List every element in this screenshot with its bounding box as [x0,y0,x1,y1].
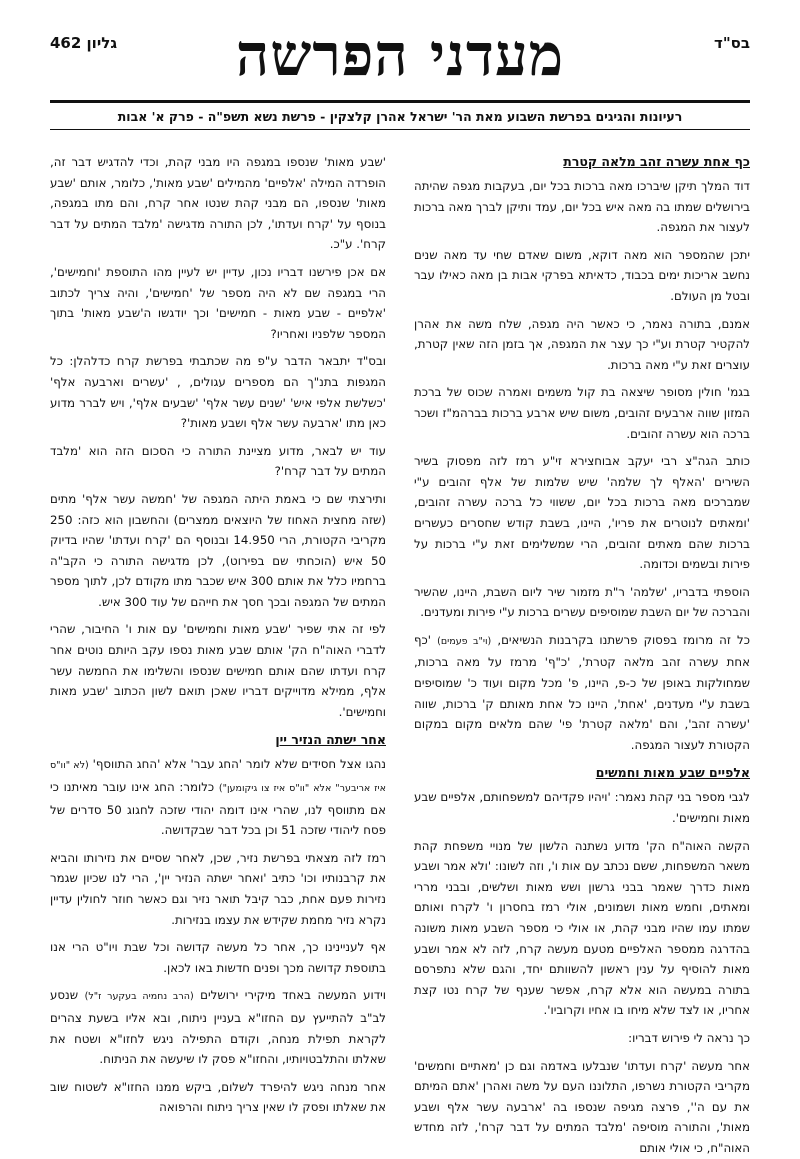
paragraph: לגבי מספר בני קהת נאמר: 'ויהיו פקדיהם למשפחותם, אלפיים שבע מאות וחמישים'. [414,790,750,826]
left-column [50,152,387,1115]
paragraph-text: נהגו אצל חסידים שלא לומר 'החג עבר' אלא 'החג התווסף' [92,757,386,772]
paragraph: אם אכן פירשנו דבריו נכון, עדיין יש לעיין מהו התוספת 'וחמישים', הרי במגפה שם לא היה מספר של 'חמישים', והיה צריך לכתוב 'אלפיים - שבע מאות - חמישים' וכך יודגשו ה'שבע מאות' בתוך המספר שלפניו ואחריו? [50,264,386,341]
paragraph: הקשה האוה"ח הק' מדוע נשתנה הלשון של מנויי משפחת קהת משאר המשפחות, ששם נכתב עם אות ו', וזה לשונו: 'ולא אמר ושבע מאות כדרך שאמר בבני גרשון ושש מאות ושלשים, ובבני מררי ומאתים, וחמש מאות ושמונים, אולי רמז בחסרון ו' לקרח ואותם שמתו עמו שהיו מבני קהת, או אולי כי מספר השבע מאות משונה בהדרגה ממספר האלפיים מטעם מעשה קרח, לזה לא אמר ושבע מאות להוסיף על ענין ראשון להשוותם יחד, והגם שלא נתפרסם בתורה במעשה הוא אלא קרח, אפשר שענף של קרח נטו קצת אחריו, או לצד שלא מיחו בו אחיו וקרוביו'. [414,838,750,1018]
section-heading-2750: אלפיים שבע מאות וחמשים [595,765,750,781]
paragraph [414,630,750,756]
paragraph: דוד המלך תיקן שיברכו מאה ברכות בכל יום, בעקבות מגפה שהיתה בירושלים שמתו בה מאה איש בכל יום, עמד ותיקן לברך מאה ברכות לעצור את המגפה. [414,179,750,235]
paragraph: 'שבע מאות' שנספו במגפה היו מבני קהת, וכדי להדגיש דבר זה, הופרדה המילה 'אלפיים' מהמילים 'שבע מאות', כלומר, אותם 'שבע מאות' שנספו, הם מבני קהת שנטו אחר קרח, והם מתו במגפה, בנוסף על 'קרח ועדתו', לכן התורה מדגישה 'מלבד המתים על דבר קרח'. ע"כ. [50,155,386,252]
parenthetical-note: (לא "וו"ס איז אריבער" אלא "וו"ס איז צו גיקומען") [50,760,386,795]
header-rule-bottom [50,129,750,130]
paragraph-text: שנסע לב"ב להתייעץ עם החזו"א בעניין ניתוח, ובא אליו בשעת צהרים לקראת תפילת מנחה, וקודם התפילה ניגש לחזו"א ושטח את שאלתו והתלבטויותיו, והחזו"א פסק לו שיעשה את הניתוח. [50,988,386,1067]
paragraph-text: וידוע המעשה באחד מיקירי ירושלים [200,988,387,1003]
section-heading-incense-spoon: כף אחת עשרה זהב מלאה קטרת [563,154,750,169]
masthead [50,18,750,98]
paragraph-text: 'כף אחת עשרה זהב מלאה קטרת', 'כ"ף' מרמז על מאה ברכות, שמחולקות באופן של כ-פ, היינו, פ' מכל מקום ועוד כ' שמוסיפים בשבת ע"י מעדנים, 'אחת', היינו כל אחת מאותם ק' ברכות, שווה 'עשרה זהב', והם 'מלאה קטרת' פי' שהם מלאים מקום במקום הקטורת לעצור המגפה. [414,632,750,752]
paragraph: ותירצתי שם כי באמת היתה המגפה של 'חמשה עשר אלף' מתים (שזה מחצית האחוז של היוצאים ממצרים) והחשבון הוא כזה: 250 מקריבי הקטורת, הרי 14.950 ובנוסף הם 'קרח ועדתו' שהיו בדיוק 50 איש (הוכחתי שם בפירוט), לכן מדגישה התורה כי הקב"ה ברחמיו כלל את אותם 300 איש שכבר מתו מקודם לכן, לתוך מספר המתים של המגפה ובכך חסך את חייהם של עוד 300 איש. [50,491,386,609]
paragraph-text: כלומר: החג אינו עובר מאיתנו כי אם מתווסף לנו, שהרי אינו דומה יהודי שזכה לחגוג 50 סדרים של פסח ליהודי שזכה 51 וכן בכל דבר שבקדושה. [50,780,386,838]
paragraph: הוספתי בדבריו, 'שלמה' ר"ת מזמור שיר ליום השבת, היינו, שהשיר והברכה של יום השבת שמוסיפים עשרים ברכות ע"י פירות ומעדנים. [414,584,750,620]
article-columns [50,152,751,1155]
paragraph [50,754,386,840]
paragraph: אחר מנחה ניגש להיפרד לשלום, ביקש ממנו החזו"א לשטוח שוב את שאלתו ופסק לו שאין צריך ניתוח והרפואה [50,1079,386,1115]
paragraph: אמנם, בתורה נאמר, כי כאשר היה מגפה, שלח משה את אהרן להקטיר קטרת וע"י כך עצר את המגפה, אך בזמן הזה שאין קטרת, עוצרים זאת ע"י מאה ברכות. [414,316,750,372]
paragraph: עוד יש לבאר, מדוע מציינת התורה כי הסכום הזה הוא 'מלבד המתים על דבר קרח'? [50,443,386,479]
parenthetical-note: (וי"ב פעמים) [437,635,492,647]
newsletter-title: מעדני הפרשה [235,21,565,89]
right-column [414,152,751,1155]
paragraph: אף לעניינינו כך, אחר כל מעשה קדושה וכל שבת ויו"ט הרי אנו בתוספת קדושה מכך ופנים חדשות באו לכאן. [50,940,386,975]
paragraph: כותב הגה"צ רבי יעקב אבוחצירא זי"ע רמז לזה מפסוק בשיר השירים 'האלף לך שלמה' שיש שלמות של אלף זהובים ע"י שמברכים מאה ברכות בכל יום, ששווי כל ברכה עשרה זהובים, 'ומאתים לנוטרים את פריו', היינו, בשבת קודש שחסרים כעשרים ברכות שהם מאתים זהובים, הרי שמשלימים זאת ע"י ברכות על פירות ובשמים וכדומה. [414,454,750,572]
paragraph: ובס"ד יתבאר הדבר ע"פ מה שכתבתי בפרשת קרח כדלהלן: כל המגפות בתנ"ך הם מספרים עגולים, , 'עשרים וארבעה אלף' 'כשלשת אלפי איש' 'שנים עשר אלף' 'שבעים אלף', ויש לברר מדוע כאן מתו 'ארבעה עשר אלף ושבע מאות'? [50,354,386,431]
paragraph: יתכן שהמספר הוא מאה דוקא, משום שאדם שחי עד מאה שנים נחשב אריכות ימים בכבוד, כדאיתא בפרקי אבות בן מאה כאילו עבר ובטל מן העולם. [414,247,750,303]
section-heading-nazir: אחר ישתה הנזיר יין [275,732,386,748]
bsd-mark: בס"ד [714,34,750,52]
paragraph: אחר מעשה 'קרח ועדתו' שנבלעו באדמה וגם כן 'מאתיים וחמשים' מקריבי הקטורת נשרפו, התלוננו העם על משה ואהרן 'אתם המיתם את עם ה'', פרצה מגיפה שנספו בה 'ארבעה עשר אלף ושבע מאות', והתורה מוסיפה 'מלבד המתים על דבר קרח', לזה מחדש האוה"ח, כי אולי אותם [414,1058,750,1155]
paragraph: רמז לזה מצאתי בפרשת נזיר, שכן, לאחר שסיים את נזירותו והביא את קרבנותיו וכו' כתיב 'ואחר ישתה הנזיר יין', הרי לנו שכיון שגמר נזירות פעם אחת, כבר קיבל תואר נזיר וגם כאשר חוזר לחולין עדיין נקרא נזיר מחמת שקידש את עצמו בנזירות. [50,850,386,927]
paragraph: בגמ' חולין מסופר שיצאה בת קול משמים ואמרה שכוס של ברכת המזון שווה ארבעים זהובים, משום שיש ארבע ברכות בברהמ"ז ושכר ברכה הוא עשרה זהובים. [414,385,750,441]
issue-number: גליון 462 [50,34,118,52]
parenthetical-note: (הרב נחמיה בעקער ז"ל) [84,991,194,1003]
paragraph [50,985,386,1069]
paragraph: לפי זה אתי שפיר 'שבע מאות וחמישים' עם אות ו' החיבור, שהרי לדברי האוה"ח הק' אותם שבע מאות נספו עקב היותם נוטים אחר קרח ועדתו שהם אותם חמישים שנספו והשלימו את החמשה עשר אלף, ממילא מדוייקים דבריו שאכן תואם לשון הכתוב 'שבע מאות וחמישים'. [50,622,386,719]
newsletter-subtitle: רעיונות והגיגים בפרשת השבוע מאת הר' ישראל אהרן קלצקין - פרשת נשא תשפ"ה - פרק א' אבות [117,109,683,124]
paragraph: כך נראה לי פירוש דבריו: [628,1030,750,1045]
paragraph-text: כל זה מרומז בפסוק פרשתנו בקרבנות הנשיאים, [497,632,751,647]
